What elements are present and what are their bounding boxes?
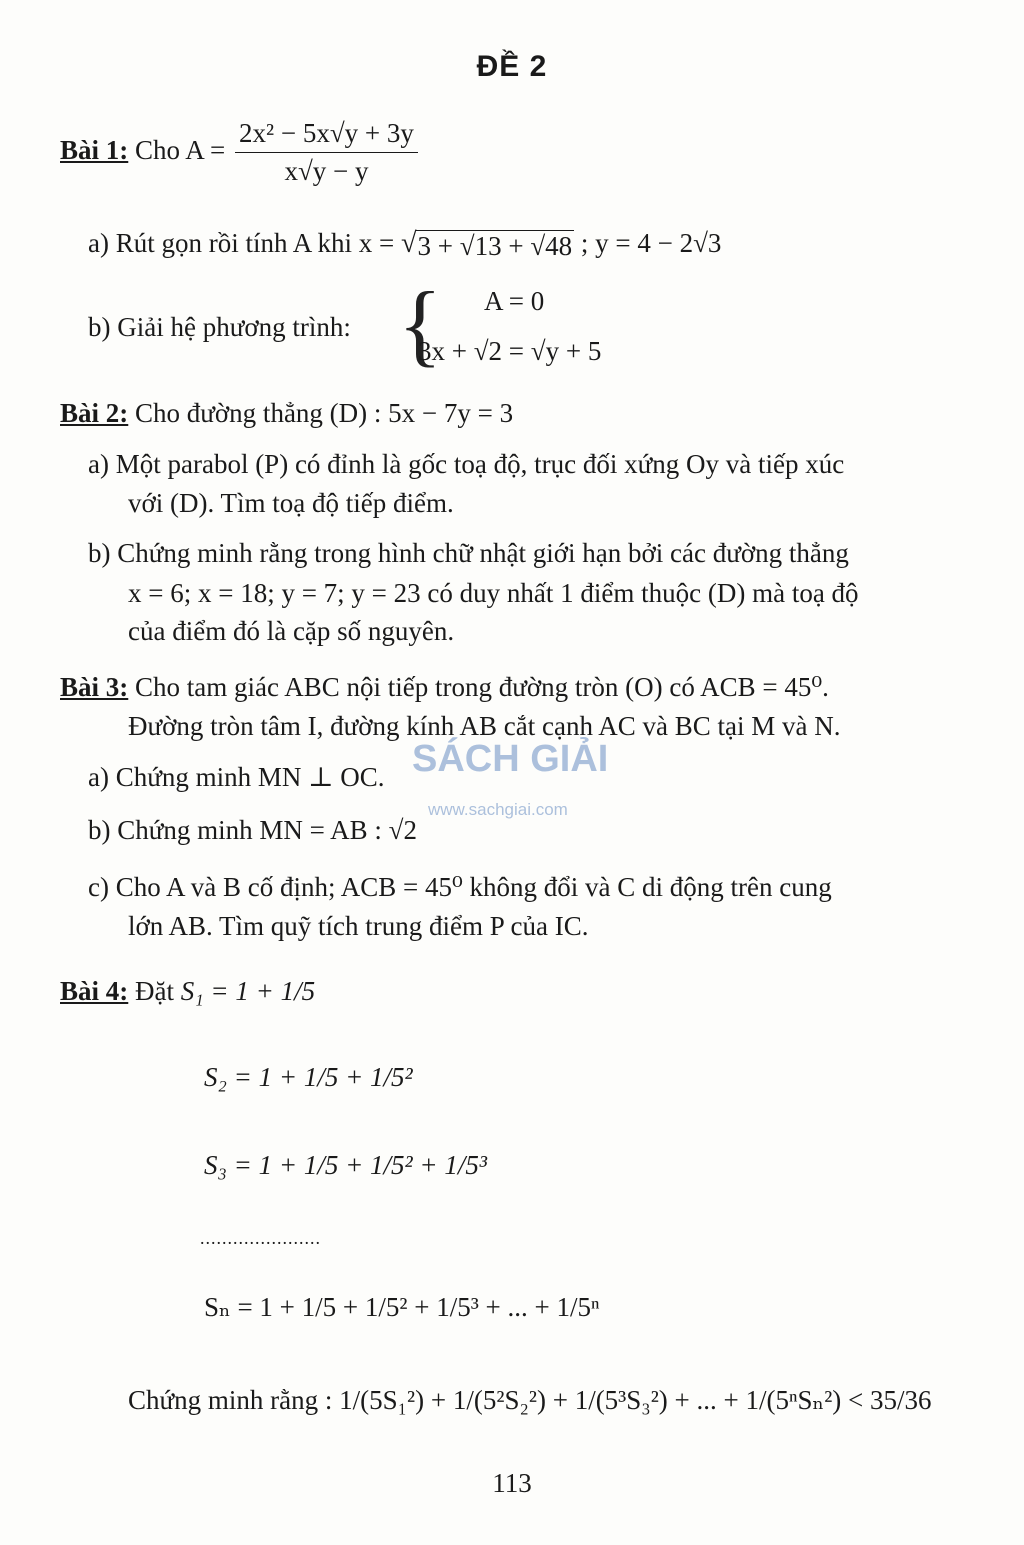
bai1-fraction xyxy=(235,118,418,187)
bai3-line2: Đường tròn tâm I, đường kính AB cắt cạnh AC và BC tại M và N. xyxy=(128,711,841,741)
bai4-prove xyxy=(128,1385,932,1416)
bai4-s1: S₁ = 1 + 1/5 xyxy=(180,976,316,1006)
bai4-sn: Sₙ = 1 + 1/5 + 1/5² + 1/5³ + ... + 1/5ⁿ xyxy=(204,1292,600,1322)
bai4-dots: ...................... xyxy=(200,1228,321,1248)
bai1-b-eq2: 3x + √2 = √y + 5 xyxy=(418,336,602,366)
bai1-numerator: 2x² − 5x√y + 3y xyxy=(235,118,418,153)
watermark-url: www.sachgiai.com xyxy=(428,800,568,819)
bai3-c-line2: lớn AB. Tìm quỹ tích trung điểm P của IC. xyxy=(128,911,589,941)
page-number: 113 xyxy=(492,1468,532,1498)
bai1-b-eq1: A = 0 xyxy=(484,286,545,316)
bai1-intro: Cho A = xyxy=(135,134,226,165)
watermark-brand: SÁCH GIẢI xyxy=(412,738,609,780)
bai4-s3: S₃ = 1 + 1/5 + 1/5² + 1/5³ xyxy=(204,1150,487,1180)
bai2-label: Bài 2: xyxy=(60,398,129,428)
bai2-a-line1: a) Một parabol (P) có đỉnh là gốc toạ độ, trục đối xứng Oy và tiếp xúc xyxy=(88,449,845,479)
bai4-prove-expr: 1/(5S₁²) + 1/(5²S₂²) + 1/(5³S₃²) + ... + 1/(5ⁿSₙ²) < 35/36 xyxy=(339,1385,932,1415)
bai4-label: Bài 4: xyxy=(60,976,129,1006)
bai1-label: Bài 1: xyxy=(60,134,129,165)
bai4-s2: S₂ = 1 + 1/5 + 1/5² xyxy=(204,1062,413,1092)
bai1-a-x-value: 3 + √13 + √48 xyxy=(417,231,573,261)
bai1-a-text: a) Rút gọn rồi tính A khi x = xyxy=(88,228,395,258)
bai1-heading xyxy=(60,118,421,187)
bai3-a: a) Chứng minh MN ⊥ OC. xyxy=(88,762,385,792)
bai2-b-line1: b) Chứng minh rằng trong hình chữ nhật giới hạn bởi các đường thẳng xyxy=(88,538,849,568)
bai2-heading xyxy=(60,398,513,429)
bai2-intro: Cho đường thẳng (D) : 5x − 7y = 3 xyxy=(135,398,514,428)
bai4-heading xyxy=(60,976,315,1007)
bai3-label: Bài 3: xyxy=(60,672,129,702)
bai1-a-x-radical: √ 3 + √13 + √48 xyxy=(400,228,573,261)
bai4-intro: Đặt xyxy=(135,976,174,1006)
bai3-line1: Cho tam giác ABC nội tiếp trong đường tròn (O) có ACB = 45⁰. xyxy=(135,672,829,702)
bai1-b-text: b) Giải hệ phương trình: xyxy=(88,312,351,342)
bai3-heading xyxy=(60,672,829,703)
bai4-prove-text: Chứng minh rằng : xyxy=(128,1385,333,1415)
system-brace: { xyxy=(398,273,443,375)
bai1-part-a xyxy=(88,228,721,262)
bai2-a-line2: với (D). Tìm toạ độ tiếp điểm. xyxy=(128,488,454,518)
bai2-b-line3: của điểm đó là cặp số nguyên. xyxy=(128,616,455,646)
page-title: ĐỀ 2 xyxy=(476,50,548,83)
bai1-a-y-value: ; y = 4 − 2√3 xyxy=(580,228,722,258)
bai1-denominator: x√y − y xyxy=(284,156,369,187)
bai3-c-line1: c) Cho A và B cố định; ACB = 45⁰ không đổi và C di động trên cung xyxy=(88,872,832,902)
bai2-b-line2: x = 6; x = 18; y = 7; y = 23 có duy nhất 1 điểm thuộc (D) mà toạ độ xyxy=(128,578,859,608)
bai3-b: b) Chứng minh MN = AB : √2 xyxy=(88,815,417,845)
